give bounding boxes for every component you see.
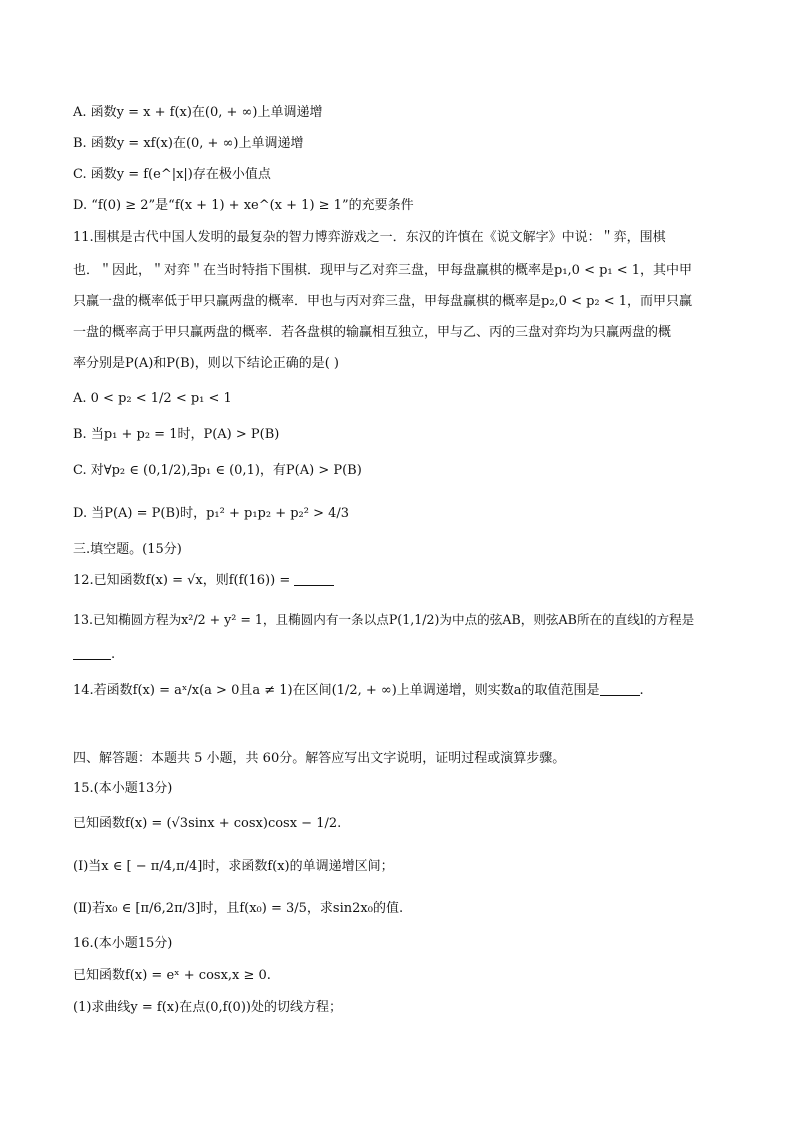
q14-text: 14.若函数f(x) = aˣ/x(a > 0且a ≠ 1)在区间(1/2, + ∞)上单调递增，则实数a的取值范围是 (73, 683, 600, 698)
q11-option-b: B. 当p₁ + p₂ = 1时，P(A) > P(B) (73, 427, 280, 442)
q14-end: . (639, 683, 644, 698)
q13-line-2 (73, 646, 723, 664)
q12-answer-blank (294, 573, 334, 586)
q15-part-1: (Ⅰ)当x ∈ [ − π/4,π/4]时，求函数f(x)的单调递增区间； (73, 859, 394, 874)
q15-part-2: (Ⅱ)若x₀ ∈ [π/6,2π/3]时，且f(x₀) = 3/5，求sin2x₀的值. (73, 901, 404, 916)
q11-option-a: A. 0 < p₂ < 1/2 < p₁ < 1 (73, 391, 232, 406)
q15-stem: 已知函数f(x) = (√3sinx + cosx)cosx − 1/2. (73, 816, 342, 831)
q11-option-c: C. 对∀p₂ ∈ (0,1/2),∃p₁ ∈ (0,1)，有P(A) > P(B) (73, 463, 362, 478)
q16-stem: 已知函数f(x) = eˣ + cosx,x ≥ 0. (73, 968, 271, 983)
q13-line-1: 13.已知椭圆方程为x²/2 + y² = 1，且椭圆内有一条以点P(1,1/2)为中点的弦AB，则弦AB所在的直线l的方程是 (73, 612, 695, 627)
q12-text: 12.已知函数f(x) = √x，则f(f(16)) = (73, 573, 295, 588)
q11-stem-line-5: 率分别是P(A)和P(B)，则以下结论正确的是( ) (73, 356, 339, 371)
section-4-title: 四、解答题：本题共 5 小题，共 60分。解答应写出文字说明，证明过程或演算步骤。 (73, 751, 566, 766)
q15-heading: 15.(本小题13分) (73, 781, 173, 796)
q11-stem-line-1: 11.围棋是古代中国人发明的最复杂的智力博弈游戏之一．东汉的许慎在《说文解字》中说：＂弈，围棋 (73, 230, 666, 245)
q11-stem-line-2: 也．＂因此，＂对弈＂在当时特指下围棋．现甲与乙对弈三盘，甲每盘赢棋的概率是p₁,0 < p₁ < 1，其中甲 (73, 263, 693, 278)
q11-stem-line-4: 一盘的概率高于甲只赢两盘的概率．若各盘棋的输赢相互独立，甲与乙、丙的三盘对弈均为只赢两盘的概 (73, 325, 672, 340)
q12 (73, 572, 723, 590)
q14 (73, 682, 723, 700)
q10-option-a: A. 函数y = x + f(x)在(0, + ∞)上单调递增 (73, 105, 323, 120)
q10-option-d: D. “f(0) ≥ 2”是“f(x + 1) + xe^(x + 1) ≥ 1”的充要条件 (73, 198, 414, 213)
q10-option-b: B. 函数y = xf(x)在(0, + ∞)上单调递增 (73, 136, 304, 151)
q11-option-d: D. 当P(A) = P(B)时，p₁² + p₁p₂ + p₂² > 4/3 (73, 506, 350, 521)
q16-heading: 16.(本小题15分) (73, 936, 173, 951)
q11-stem-line-3: 只赢一盘的概率低于甲只赢两盘的概率．甲也与丙对弈三盘，甲每盘赢棋的概率是p₂,0 < p₂ < 1，而甲只赢 (73, 294, 693, 309)
section-3-title: 三.填空题。(15分) (73, 542, 182, 557)
q14-answer-blank (600, 683, 640, 696)
q13-end: . (111, 647, 116, 662)
q13-answer-blank (73, 647, 111, 660)
q16-part-1: (1)求曲线y = f(x)在点(0,f(0))处的切线方程； (73, 1000, 342, 1015)
q10-option-c: C. 函数y = f(e^|x|)存在极小值点 (73, 167, 271, 182)
